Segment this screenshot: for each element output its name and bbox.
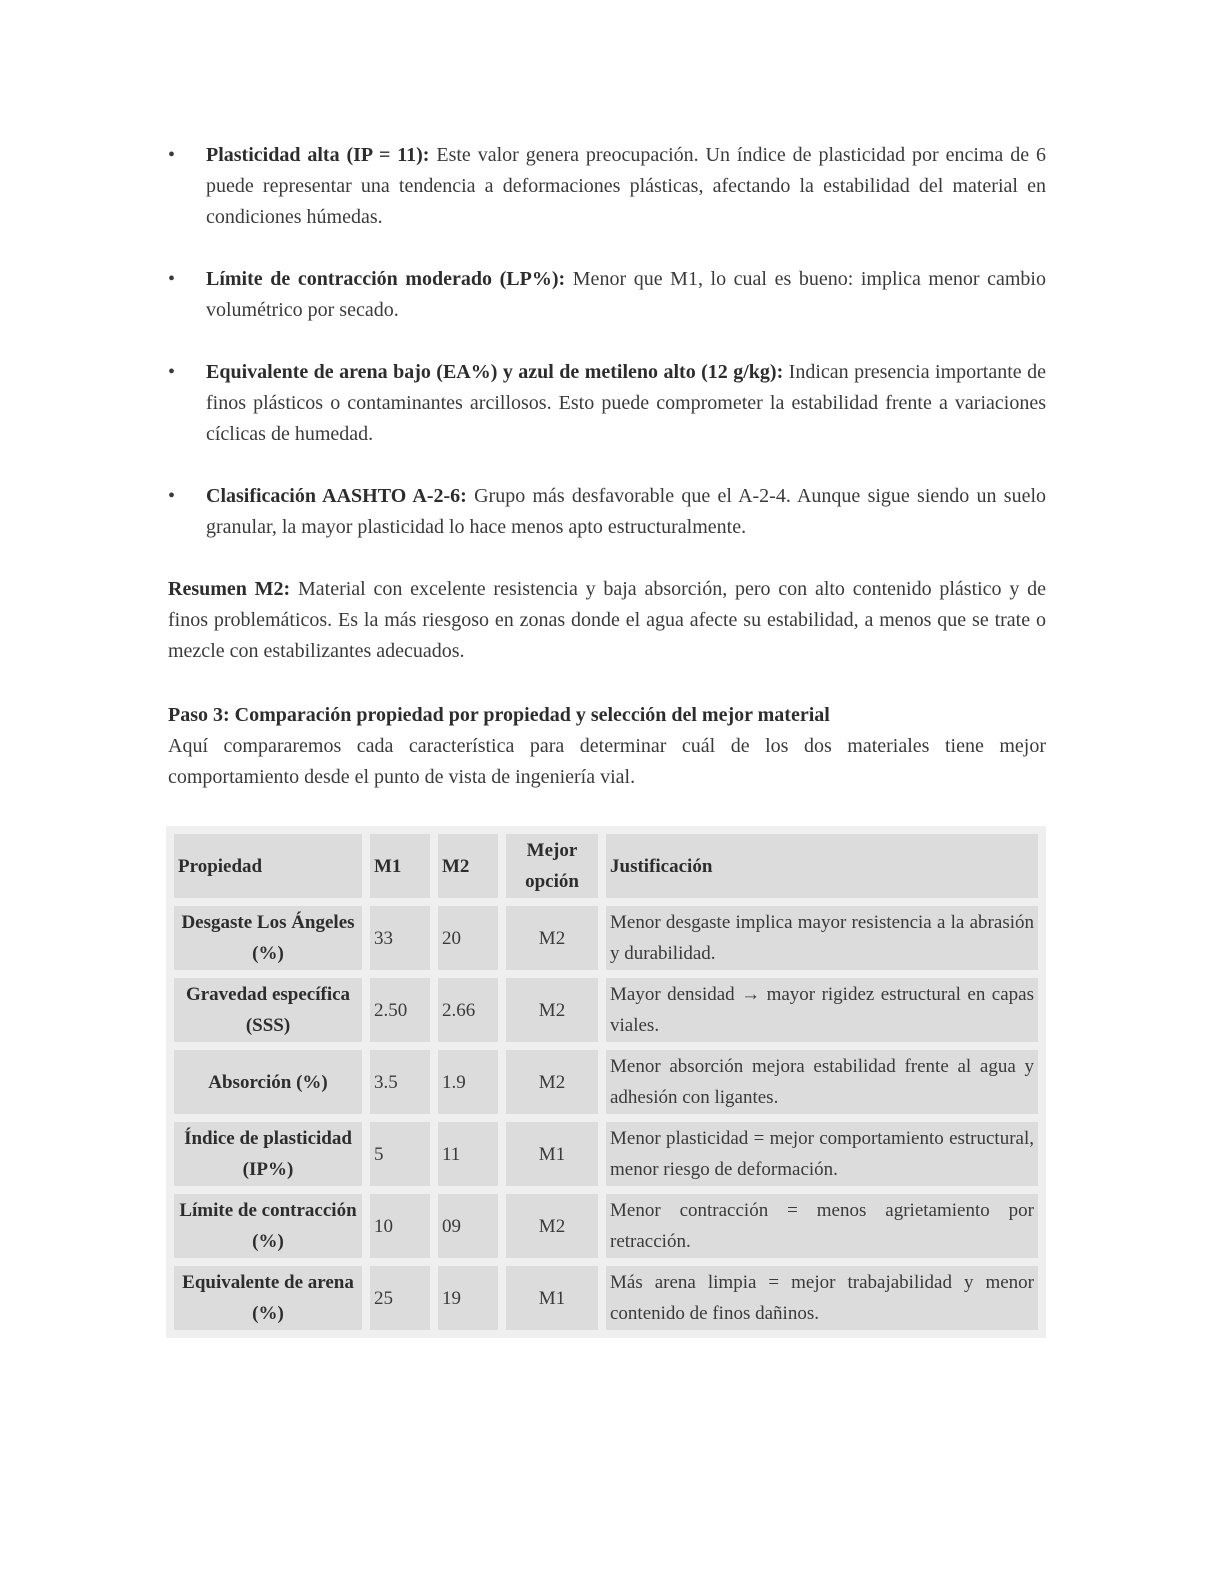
m2-cell: 20	[438, 906, 498, 970]
justification-cell: Menor contracción = menos agrietamiento por retracción.	[606, 1194, 1038, 1258]
property-cell: Equivalente de arena (%)	[174, 1266, 362, 1330]
m2-cell: 19	[438, 1266, 498, 1330]
bullet-icon: •	[168, 361, 176, 383]
bullet-item	[168, 481, 1046, 543]
best-option-cell: M2	[506, 1050, 598, 1114]
column-header: M2	[438, 834, 498, 898]
column-header: Justificación	[606, 834, 1038, 898]
bullet-title: Equivalente de arena bajo (EA%) y azul de metileno alto (12 g/kg):	[206, 361, 784, 383]
bullet-icon: •	[168, 144, 176, 166]
bullet-icon: •	[168, 268, 176, 290]
m1-cell: 33	[370, 906, 430, 970]
m2-cell: 11	[438, 1122, 498, 1186]
best-option-cell: M2	[506, 1194, 598, 1258]
m2-cell: 09	[438, 1194, 498, 1258]
table-row	[174, 906, 1038, 970]
best-option-cell: M1	[506, 1266, 598, 1330]
m1-cell: 10	[370, 1194, 430, 1258]
summary-paragraph	[168, 574, 1046, 667]
property-cell: Índice de plasticidad (IP%)	[174, 1122, 362, 1186]
justification-cell: Más arena limpia = mejor trabajabilidad y menor contenido de finos dañinos.	[606, 1266, 1038, 1330]
m2-cell: 1.9	[438, 1050, 498, 1114]
bullet-item	[168, 264, 1046, 326]
justification-cell: Menor plasticidad = mejor comportamiento estructural, menor riesgo de deformación.	[606, 1122, 1038, 1186]
bullet-item	[168, 140, 1046, 233]
bullet-title: Clasificación AASHTO A-2-6:	[206, 485, 467, 507]
property-cell: Absorción (%)	[174, 1050, 362, 1114]
m1-cell: 5	[370, 1122, 430, 1186]
best-option-cell: M1	[506, 1122, 598, 1186]
m1-cell: 2.50	[370, 978, 430, 1042]
step-heading: Paso 3: Comparación propiedad por propiedad y selección del mejor material	[168, 704, 830, 726]
step-text: Aquí compararemos cada característica para determinar cuál de los dos materiales tiene mejor comportamiento desde el punto de vista de ingeniería vial.	[168, 735, 1046, 788]
table-row	[174, 1050, 1038, 1114]
best-option-cell: M2	[506, 978, 598, 1042]
table-row	[174, 1194, 1038, 1258]
justification-cell: Menor absorción mejora estabilidad frente al agua y adhesión con ligantes.	[606, 1050, 1038, 1114]
justification-cell: Menor desgaste implica mayor resistencia a la abrasión y durabilidad.	[606, 906, 1038, 970]
best-option-cell: M2	[506, 906, 598, 970]
property-cell: Gravedad específica (SSS)	[174, 978, 362, 1042]
bullet-icon: •	[168, 485, 176, 507]
property-cell: Desgaste Los Ángeles (%)	[174, 906, 362, 970]
table-header-row	[174, 834, 1038, 898]
bullet-text: Menor que M1, lo cual es bueno: implica menor cambio volumétrico por secado.	[206, 268, 1046, 321]
bullet-text: Grupo más desfavorable que el A-2-4. Aunque sigue siendo un suelo granular, la mayor plasticidad lo hace menos apto estructuralmente.	[206, 485, 1046, 538]
justification-cell: Mayor densidad → mayor rigidez estructural en capas viales.	[606, 978, 1038, 1042]
bullet-title: Plasticidad alta (IP = 11):	[206, 144, 430, 166]
m1-cell: 3.5	[370, 1050, 430, 1114]
table-row	[174, 1266, 1038, 1330]
property-cell: Límite de contracción (%)	[174, 1194, 362, 1258]
step-paragraph	[168, 700, 1046, 793]
column-header: Mejor opción	[506, 834, 598, 898]
m2-cell: 2.66	[438, 978, 498, 1042]
bullet-item	[168, 357, 1046, 450]
summary-text: Material con excelente resistencia y baja absorción, pero con alto contenido plástico y de finos problemáticos. Es la más riesgoso en zonas donde el agua afecte su estabilidad, a menos que se trate o mezcle con estabilizantes adecuados.	[168, 578, 1046, 662]
comparison-table	[166, 826, 1046, 1338]
bullet-text: Este valor genera preocupación. Un índice de plasticidad por encima de 6 puede representar una tendencia a deformaciones plásticas, afectando la estabilidad del material en condiciones húmedas.	[206, 144, 1046, 228]
summary-title: Resumen M2:	[168, 578, 291, 600]
m2-observations-list	[168, 140, 1046, 543]
document-content	[168, 140, 1046, 1338]
m1-cell: 25	[370, 1266, 430, 1330]
bullet-title: Límite de contracción moderado (LP%):	[206, 268, 566, 290]
table-row	[174, 978, 1038, 1042]
column-header: M1	[370, 834, 430, 898]
table-row	[174, 1122, 1038, 1186]
column-header: Propiedad	[174, 834, 362, 898]
bullet-text: Indican presencia importante de finos plásticos o contaminantes arcillosos. Esto puede comprometer la estabilidad frente a variaciones cíclicas de humedad.	[206, 361, 1046, 445]
